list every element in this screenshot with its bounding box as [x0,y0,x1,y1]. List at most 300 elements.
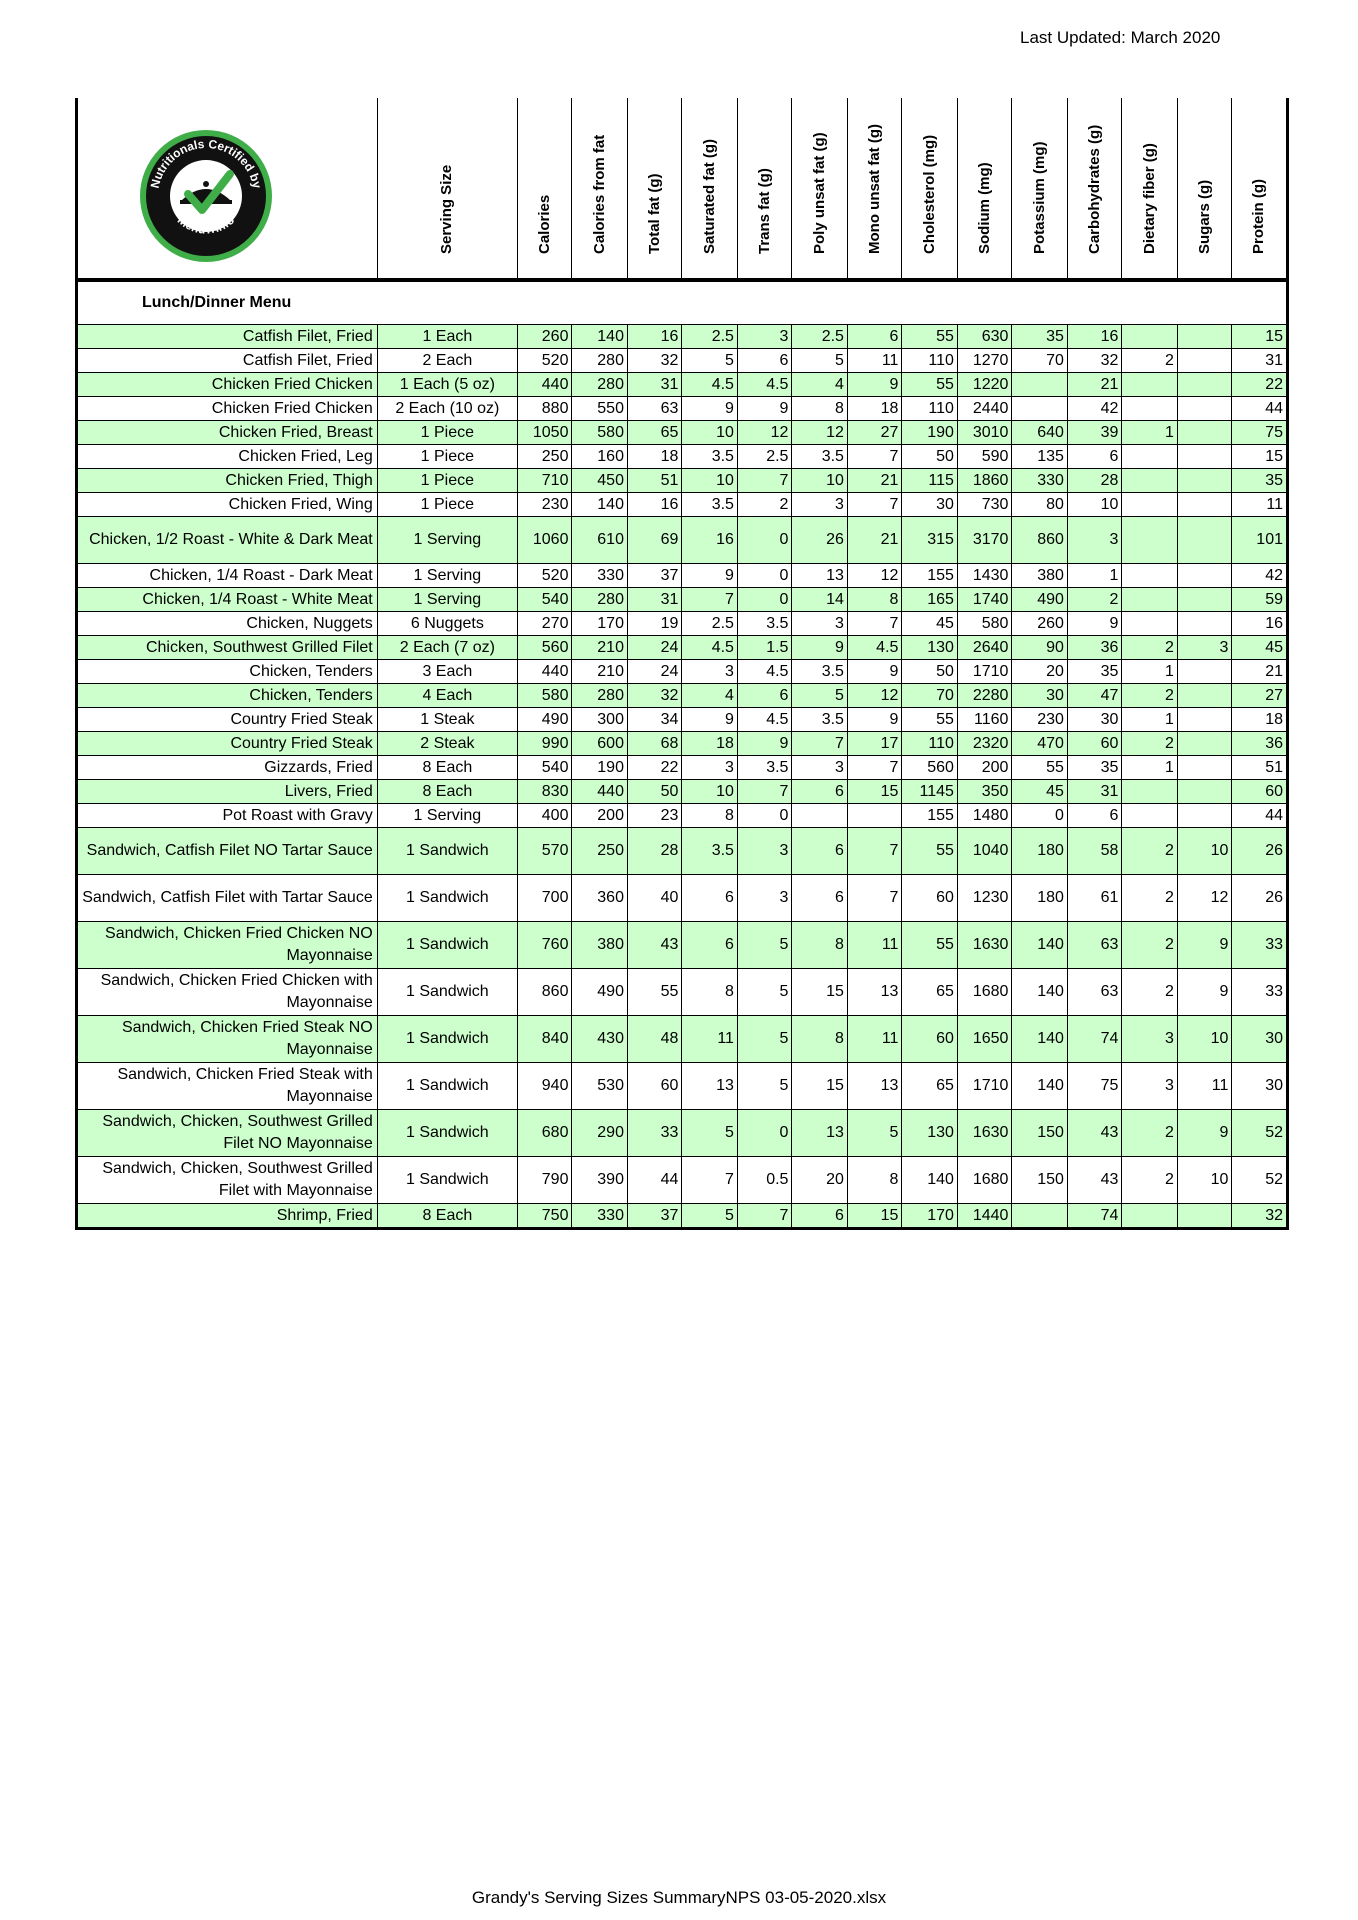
nutrient-value [1122,804,1178,828]
nutrient-value: 10 [682,780,738,804]
table-row [77,493,1288,517]
nutrient-value: 3 [1177,636,1231,660]
nutrient-value: 1060 [517,517,571,564]
nutrient-value: 60 [627,1063,681,1110]
nutrient-value: 6 [1067,804,1121,828]
nutrient-value: 7 [847,756,901,780]
nutrient-value: 44 [1232,804,1288,828]
nutrient-value: 3.5 [792,660,848,684]
nutrient-value: 26 [1232,875,1288,922]
nutrient-value: 15 [792,969,848,1016]
nutrient-value: 31 [1067,780,1121,804]
nutrient-value: 190 [902,421,958,445]
nutrient-value: 570 [517,828,571,875]
table-row [77,756,1288,780]
table-row [77,660,1288,684]
nutrient-value: 0 [737,517,791,564]
menu-item-name: Chicken, Tenders [77,660,378,684]
nutrient-value: 35 [1067,756,1121,780]
nutrient-value: 350 [957,780,1011,804]
column-header [1122,98,1178,280]
nutrient-value: 60 [902,875,958,922]
nutrient-value: 50 [627,780,681,804]
nutrient-value: 65 [902,969,958,1016]
nutrient-value: 170 [902,1204,958,1229]
serving-size: 1 Serving [377,804,517,828]
nutrient-value: 10 [1067,493,1121,517]
column-header-label: Cholesterol (mg) [920,134,938,254]
nutrient-value: 11 [847,1016,901,1063]
nutrient-value [1177,469,1231,493]
nutrient-value: 840 [517,1016,571,1063]
serving-size: 1 Sandwich [377,1063,517,1110]
nutrient-value: 3 [682,660,738,684]
serving-size: 2 Each [377,349,517,373]
nutrient-value: 560 [902,756,958,780]
nutrient-value: 13 [847,1063,901,1110]
nutrient-value: 10 [1177,1157,1231,1204]
nutrient-value: 33 [1232,969,1288,1016]
nutrient-value: 6 [737,684,791,708]
nutrient-value: 490 [572,969,628,1016]
nutrient-value: 400 [517,804,571,828]
nutrient-value [1177,756,1231,780]
nutrient-value: 4 [682,684,738,708]
nutrient-value [1122,469,1178,493]
nutrient-value: 3 [792,612,848,636]
nutrient-value [1177,780,1231,804]
nutrient-value: 790 [517,1157,571,1204]
nutrient-value: 150 [1012,1157,1068,1204]
menu-item-name: Sandwich, Chicken Fried Chicken with Mayonnaise [77,969,378,1016]
menu-item-name: Sandwich, Chicken, Southwest Grilled Filet with Mayonnaise [77,1157,378,1204]
nutrient-value [1012,397,1068,421]
nutrient-value: 12 [737,421,791,445]
nutrient-value: 63 [627,397,681,421]
nutrient-value: 75 [1067,1063,1121,1110]
nutrient-value: 43 [627,922,681,969]
menu-item-name: Country Fried Steak [77,732,378,756]
nutrient-value: 30 [1067,708,1121,732]
menu-item-name: Shrimp, Fried [77,1204,378,1229]
nutrient-value: 2.5 [737,445,791,469]
nutrient-value: 6 [737,349,791,373]
table-row [77,684,1288,708]
nutrient-value: 1630 [957,922,1011,969]
nutrient-value: 0 [737,1110,791,1157]
nutrient-value: 3 [1122,1016,1178,1063]
section-title: Lunch/Dinner Menu [77,280,1288,325]
nutrient-value: 1710 [957,660,1011,684]
nutrient-value: 2 [1067,588,1121,612]
nutrient-value: 18 [1232,708,1288,732]
nutrient-value: 16 [1067,325,1121,349]
nutrient-value: 540 [517,756,571,780]
nutrient-value: 115 [902,469,958,493]
nutrient-value: 710 [517,469,571,493]
nutrient-value: 0 [1012,804,1068,828]
nutrient-value: 150 [1012,1110,1068,1157]
nutrient-value [1122,445,1178,469]
nutrient-value: 44 [1232,397,1288,421]
menu-item-name: Chicken, 1/2 Roast - White & Dark Meat [77,517,378,564]
nutrient-value: 530 [572,1063,628,1110]
nutrient-value [1177,517,1231,564]
nutrient-value: 90 [1012,636,1068,660]
nutrient-value: 13 [682,1063,738,1110]
nutrient-value [1012,1204,1068,1229]
nutrient-value: 730 [957,493,1011,517]
nutrient-value: 5 [792,684,848,708]
nutrition-table-wrap [75,98,1289,1230]
serving-size: 6 Nuggets [377,612,517,636]
nutrient-value: 1145 [902,780,958,804]
nutrient-value [1177,349,1231,373]
nutrient-value: 110 [902,732,958,756]
nutrient-value: 580 [517,684,571,708]
menu-item-name: Sandwich, Chicken Fried Steak with Mayonnaise [77,1063,378,1110]
nutrient-value: 1480 [957,804,1011,828]
nutrient-value: 2.5 [682,612,738,636]
nutrient-value: 27 [1232,684,1288,708]
nutrient-value [1177,397,1231,421]
column-header [682,98,738,280]
nutrient-value: 55 [1012,756,1068,780]
column-header [1177,98,1231,280]
nutrient-value: 380 [572,922,628,969]
menu-item-name: Catfish Filet, Fried [77,349,378,373]
nutrient-value: 180 [1012,828,1068,875]
nutrient-value: 440 [517,660,571,684]
nutrient-value [1177,493,1231,517]
menu-item-name: Sandwich, Chicken Fried Steak NO Mayonnaise [77,1016,378,1063]
nutrient-value: 680 [517,1110,571,1157]
nutrient-value: 43 [1067,1157,1121,1204]
nutrient-value: 17 [847,732,901,756]
nutrient-value: 75 [1232,421,1288,445]
column-header-label: Mono unsat fat (g) [865,124,883,254]
nutrient-value: 65 [902,1063,958,1110]
nutrient-value: 7 [847,445,901,469]
nutrient-value: 45 [902,612,958,636]
nutrient-value: 155 [902,804,958,828]
nutrient-value: 250 [572,828,628,875]
nutrient-value: 11 [682,1016,738,1063]
nutrient-value: 43 [1067,1110,1121,1157]
nutrient-value [1122,780,1178,804]
nutrient-value: 0 [737,564,791,588]
nutrient-value: 390 [572,1157,628,1204]
nutrient-value: 15 [792,1063,848,1110]
nutrient-value: 1 [1122,660,1178,684]
table-row [77,373,1288,397]
nutrient-value: 1 [1122,708,1178,732]
nutrient-value: 6 [792,828,848,875]
nutrient-value: 2.5 [682,325,738,349]
nutrient-value: 135 [1012,445,1068,469]
nutrient-value: 15 [1232,445,1288,469]
last-updated: Last Updated: March 2020 [1020,28,1221,47]
nutrient-value: 315 [902,517,958,564]
nutrient-value [1012,373,1068,397]
serving-size: 4 Each [377,684,517,708]
nutrient-value: 10 [1177,1016,1231,1063]
nutrient-value: 3 [1122,1063,1178,1110]
nutrient-value: 3010 [957,421,1011,445]
logo-cell [77,98,378,280]
nutrient-value: 12 [847,564,901,588]
nutrient-value: 13 [847,969,901,1016]
column-header-label: Calories from fat [590,134,608,254]
nutrient-value: 68 [627,732,681,756]
nutrient-value: 21 [847,517,901,564]
nutrient-value: 16 [627,325,681,349]
table-row [77,780,1288,804]
nutrient-value [1177,325,1231,349]
serving-size: 1 Each [377,325,517,349]
nutrient-value: 18 [627,445,681,469]
menu-item-name: Sandwich, Chicken Fried Chicken NO Mayonnaise [77,922,378,969]
nutrient-value: 280 [572,588,628,612]
table-row [77,588,1288,612]
nutrient-value: 3170 [957,517,1011,564]
nutrient-value: 14 [792,588,848,612]
column-header-label: Serving Size [438,164,456,254]
nutrient-value [792,804,848,828]
nutrient-value: 55 [627,969,681,1016]
nutrient-value: 74 [1067,1204,1121,1229]
nutrient-value: 15 [847,780,901,804]
nutrient-value: 0 [737,588,791,612]
nutrient-value: 60 [902,1016,958,1063]
nutrient-value: 31 [627,373,681,397]
nutrient-value: 1650 [957,1016,1011,1063]
nutrient-value [1177,588,1231,612]
nutrient-value: 3.5 [682,445,738,469]
nutrient-value: 5 [737,1016,791,1063]
nutrient-value: 22 [1232,373,1288,397]
table-row [77,325,1288,349]
nutrient-value: 7 [847,612,901,636]
table-row [77,397,1288,421]
nutrient-value: 9 [792,636,848,660]
nutrient-value: 4 [792,373,848,397]
nutrient-value: 11 [1177,1063,1231,1110]
nutrient-value: 80 [1012,493,1068,517]
nutrient-value: 3 [682,756,738,780]
nutrient-value: 6 [792,875,848,922]
nutrient-value: 165 [902,588,958,612]
nutrient-value: 52 [1232,1110,1288,1157]
nutrient-value: 44 [627,1157,681,1204]
nutrient-value: 520 [517,564,571,588]
serving-size: 1 Sandwich [377,875,517,922]
table-row [77,828,1288,875]
nutrient-value: 280 [572,684,628,708]
nutrient-value: 28 [1067,469,1121,493]
serving-size: 1 Sandwich [377,922,517,969]
nutrient-value: 13 [792,1110,848,1157]
nutrient-value: 9 [682,708,738,732]
nutrient-value: 31 [627,588,681,612]
nutrient-value: 1230 [957,875,1011,922]
nutrient-value: 20 [792,1157,848,1204]
nutrient-value: 8 [792,1016,848,1063]
nutrient-value: 36 [1232,732,1288,756]
nutrient-value: 110 [902,349,958,373]
nutrient-value: 2 [1122,828,1178,875]
nutrient-value: 5 [682,1204,738,1229]
nutrient-value: 260 [1012,612,1068,636]
nutrient-value: 3 [737,875,791,922]
nutrient-value: 45 [1012,780,1068,804]
column-header [517,98,571,280]
nutrient-value: 2 [737,493,791,517]
nutrient-value: 450 [572,469,628,493]
nutrient-value: 2 [1122,969,1178,1016]
nutrient-value: 590 [957,445,1011,469]
nutrient-value [1122,325,1178,349]
nutrient-value: 8 [682,804,738,828]
nutrient-value: 21 [847,469,901,493]
logo-brand-text: MenuTrinfo [174,212,238,237]
nutrient-value: 3 [792,493,848,517]
nutrient-value: 760 [517,922,571,969]
section-header-row [77,280,1288,325]
nutrient-value: 5 [737,1063,791,1110]
nutrient-value: 170 [572,612,628,636]
nutrient-value: 330 [1012,469,1068,493]
column-header [1067,98,1121,280]
nutrient-value: 430 [572,1016,628,1063]
column-header [902,98,958,280]
nutrient-value: 16 [627,493,681,517]
nutrient-value: 440 [572,780,628,804]
nutrient-value: 10 [792,469,848,493]
nutrient-value: 48 [627,1016,681,1063]
nutrient-value: 1.5 [737,636,791,660]
nutrient-value: 23 [627,804,681,828]
nutrient-value: 7 [682,1157,738,1204]
serving-size: 2 Each (10 oz) [377,397,517,421]
nutrient-value: 330 [572,564,628,588]
nutrient-value: 59 [1232,588,1288,612]
nutrient-value [1177,564,1231,588]
menu-item-name: Chicken Fried Chicken [77,397,378,421]
nutrient-value: 32 [627,684,681,708]
column-header [1232,98,1288,280]
serving-size: 3 Each [377,660,517,684]
table-row [77,732,1288,756]
nutrient-value: 200 [957,756,1011,780]
nutrient-value: 33 [1232,922,1288,969]
nutrient-value: 4.5 [847,636,901,660]
nutrient-value: 210 [572,660,628,684]
nutrient-value: 180 [1012,875,1068,922]
nutrient-value: 7 [847,828,901,875]
serving-size: 1 Piece [377,421,517,445]
serving-size: 2 Each (7 oz) [377,636,517,660]
column-header [377,98,517,280]
column-header-label: Total fat (g) [645,173,663,254]
menu-item-name: Pot Roast with Gravy [77,804,378,828]
nutrient-value: 22 [627,756,681,780]
nutrient-value: 7 [682,588,738,612]
nutrient-value: 140 [1012,1016,1068,1063]
nutrient-value: 1160 [957,708,1011,732]
nutrient-value: 35 [1012,325,1068,349]
nutrient-value: 3 [792,756,848,780]
nutrient-value: 2 [1122,875,1178,922]
menu-item-name: Chicken Fried, Thigh [77,469,378,493]
nutrient-value: 2 [1122,1157,1178,1204]
nutrient-value: 60 [1067,732,1121,756]
nutrient-value: 32 [1067,349,1121,373]
nutrient-value: 40 [627,875,681,922]
nutrient-value: 10 [682,469,738,493]
nutrient-value: 37 [627,1204,681,1229]
nutrient-value [1177,708,1231,732]
nutrient-value: 15 [1232,325,1288,349]
nutrient-value: 32 [627,349,681,373]
nutrient-value: 5 [737,969,791,1016]
nutrient-value: 2 [1122,349,1178,373]
table-row [77,1063,1288,1110]
nutrient-value: 1440 [957,1204,1011,1229]
nutrient-value: 3.5 [737,756,791,780]
nutrient-value: 1860 [957,469,1011,493]
table-row [77,969,1288,1016]
nutrient-value: 3.5 [737,612,791,636]
serving-size: 8 Each [377,756,517,780]
nutrient-value: 19 [627,612,681,636]
nutrient-value: 230 [1012,708,1068,732]
nutrient-value [1177,373,1231,397]
serving-size: 8 Each [377,1204,517,1229]
table-row [77,1016,1288,1063]
nutrient-value: 28 [627,828,681,875]
footer-filename: Grandy's Serving Sizes SummaryNPS 03-05-2020.xlsx [471,1888,887,1907]
serving-size: 8 Each [377,780,517,804]
nutrient-value: 9 [847,660,901,684]
nutrient-value: 101 [1232,517,1288,564]
nutrient-value: 63 [1067,969,1121,1016]
column-header-label: Sodium (mg) [975,162,993,254]
nutrient-value: 61 [1067,875,1121,922]
menutrinfo-logo [138,128,274,264]
header-row [77,98,1288,280]
nutrient-value: 200 [572,804,628,828]
nutrient-value: 110 [902,397,958,421]
logo-ring-text: Nutritionals Certified by [147,136,265,190]
nutrient-value: 5 [792,349,848,373]
nutrient-value: 50 [902,660,958,684]
nutrient-value: 6 [1067,445,1121,469]
nutrient-value: 30 [1012,684,1068,708]
nutrient-value [847,804,901,828]
nutrient-value [1122,493,1178,517]
nutrient-value: 2 [1122,732,1178,756]
nutrient-value: 8 [682,969,738,1016]
nutrient-value [1177,421,1231,445]
nutrient-value [1177,612,1231,636]
nutrient-value: 1710 [957,1063,1011,1110]
nutrient-value: 0 [737,804,791,828]
nutrient-value: 3.5 [792,708,848,732]
column-header [572,98,628,280]
nutrient-value: 12 [1177,875,1231,922]
nutrient-value: 39 [1067,421,1121,445]
